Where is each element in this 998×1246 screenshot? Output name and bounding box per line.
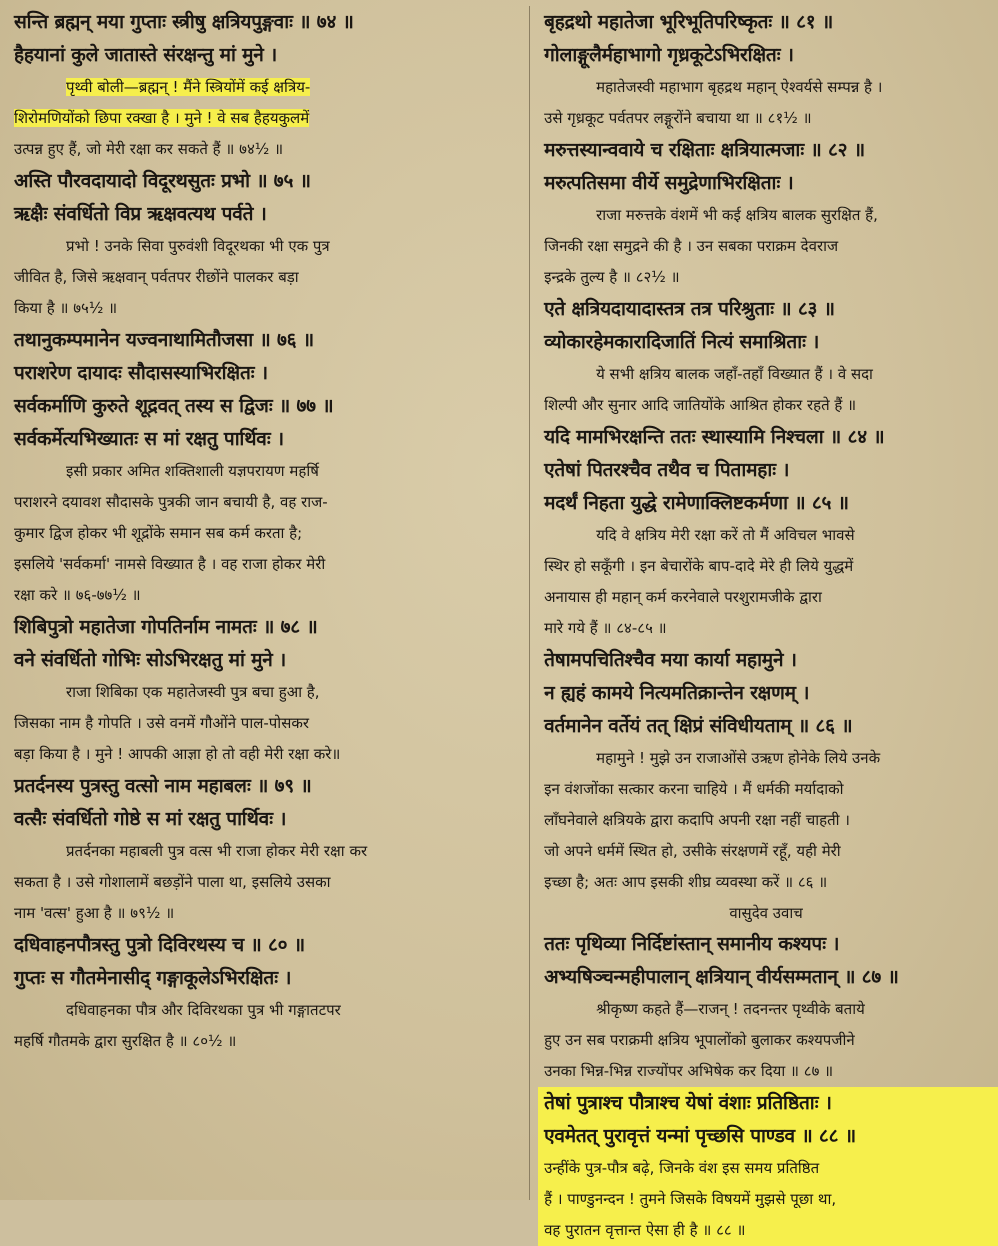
line-text: नाम 'वत्स' हुआ है ॥ ७९½ ॥ [14, 904, 175, 922]
line-text: वासुदेव उवाच [729, 904, 803, 922]
translation-line [544, 805, 988, 836]
shloka-line [538, 1120, 998, 1153]
line-text: रक्षा करे ॥ ७६-७७½ ॥ [14, 586, 141, 604]
line-text: मरुत्तस्यान्ववाये च रक्षिताः क्षत्रियात्मजाः ॥ ८२ ॥ [544, 139, 865, 161]
line-text: प्रतर्दनस्य पुत्रस्तु वत्सो नाम महाबलः ॥ ७९ ॥ [14, 775, 312, 797]
line-text: इसी प्रकार अमित शक्तिशाली यज्ञपरायण महर्षि [66, 462, 319, 480]
translation-line [14, 677, 517, 708]
line-text: जो अपने धर्ममें स्थित हो, उसीके संरक्षणमें रहूँ, यही मेरी [544, 842, 841, 860]
translation-line [544, 520, 988, 551]
line-text: इच्छा है; अतः आप इसकी शीघ्र व्यवस्था करें ॥ ८६ ॥ [544, 873, 828, 891]
line-text: अनायास ही महान् कर्म करनेवाले परशुरामजीके द्वारा [544, 588, 822, 606]
translation-line [14, 898, 517, 929]
shloka-line [14, 6, 517, 39]
shloka-line [14, 803, 517, 836]
line-text: इसलिये 'सर्वकर्मा' नामसे विख्यात है । वह राजा होकर मेरी [14, 555, 326, 573]
line-text: इन वंशजोंका सत्कार करना चाहिये । मैं धर्मकी मर्यादाको [544, 780, 844, 798]
shloka-line [14, 165, 517, 198]
shloka-line [14, 770, 517, 803]
translation-line [538, 1184, 998, 1215]
translation-line [538, 1153, 998, 1184]
shloka-line [14, 423, 517, 456]
translation-line [544, 994, 988, 1025]
translation-line [14, 456, 517, 487]
translation-line [14, 231, 517, 262]
shloka-line [538, 1087, 998, 1120]
line-text: व्योकारहेमकारादिजातिं नित्यं समाश्रिताः । [544, 331, 820, 353]
translation-line [14, 72, 517, 103]
shloka-line [544, 454, 988, 487]
shloka-line [14, 324, 517, 357]
line-text: इन्द्रके तुल्य है ॥ ८२½ ॥ [544, 268, 680, 286]
line-text: एतेषां पितरश्चैव तथैव च पितामहाः । [544, 459, 790, 481]
line-text: मरुत्पतिसमा वीर्ये समुद्रेणाभिरक्षिताः । [544, 172, 794, 194]
line-text: पराशरेण दायादः सौदासस्याभिरक्षितः । [14, 362, 268, 384]
line-text: वने संवर्धितो गोभिः सोऽभिरक्षतु मां मुने । [14, 649, 287, 671]
translation-line [14, 836, 517, 867]
translation-line [14, 549, 517, 580]
translation-line [14, 739, 517, 770]
shloka-line [14, 357, 517, 390]
translation-line [14, 1026, 517, 1057]
translation-line [14, 708, 517, 739]
shloka-line [544, 677, 988, 710]
translation-line [544, 836, 988, 867]
line-text: दधिवाहनपौत्रस्तु पुत्रो दिविरथस्य च ॥ ८० ॥ [14, 934, 305, 956]
shloka-line [544, 710, 988, 743]
shloka-line [544, 326, 988, 359]
line-text: मारे गये हैं ॥ ८४-८५ ॥ [544, 619, 667, 637]
speaker-heading [544, 898, 988, 928]
line-text: न ह्यहं कामये नित्यमतिक्रान्तेन रक्षणम् । [544, 682, 810, 704]
line-text: ऋक्षैः संवर्धितो विप्र ऋक्षवत्यथ पर्वते । [14, 203, 267, 225]
line-text: यदि वे क्षत्रिय मेरी रक्षा करें तो मैं अविचल भावसे [596, 526, 855, 544]
shloka-line [544, 928, 988, 961]
shloka-line [14, 962, 517, 995]
line-text: मदर्थं निहता युद्धे रामेणाक्लिष्टकर्मणा ॥ ८५ ॥ [544, 492, 849, 514]
translation-line [14, 134, 517, 165]
line-text: जिसका नाम है गोपति । उसे वनमें गौओंने पाल-पोसकर [14, 714, 309, 732]
translation-line [544, 200, 988, 231]
line-text: गोलाङ्गूलैर्महाभागो गृध्रकूटेऽभिरक्षितः । [544, 44, 794, 66]
translation-line [544, 72, 988, 103]
line-text: प्रतर्दनका महाबली पुत्र वत्स भी राजा होकर मेरी रक्षा कर [66, 842, 368, 860]
shloka-line [14, 39, 517, 72]
shloka-line [544, 644, 988, 677]
highlighted-text: शिरोमणियोंको छिपा रक्खा है । मुने ! वे सब हैहयकुलमें [14, 109, 310, 127]
translation-line [544, 613, 988, 644]
translation-line [544, 390, 988, 421]
highlighted-text: उन्हींके पुत्र-पौत्र बढ़े, जिनके वंश इस समय प्रतिष्ठित [544, 1159, 820, 1177]
translation-line [538, 1215, 998, 1246]
line-text: महामुने ! मुझे उन राजाओंसे उऋण होनेके लिये उनके [596, 749, 881, 767]
line-text: दधिवाहनका पौत्र और दिविरथका पुत्र भी गङ्गातटपर [66, 1001, 341, 1019]
line-text: पराशरने दयावश सौदासके पुत्रकी जान बचायी है, वह राज- [14, 493, 328, 511]
highlighted-text: वह पुरातन वृत्तान्त ऐसा ही है ॥ ८८ ॥ [544, 1221, 746, 1239]
translation-line [14, 518, 517, 549]
translation-line [14, 867, 517, 898]
translation-line [14, 580, 517, 611]
right-column [529, 6, 988, 1239]
translation-line [544, 262, 988, 293]
line-text: उत्पन्न हुए हैं, जो मेरी रक्षा कर सकते हैं ॥ ७४½ ॥ [14, 140, 284, 158]
line-text: अस्ति पौरवदायादो विदूरथसुतः प्रभो ॥ ७५ ॥ [14, 170, 311, 192]
translation-line [14, 103, 517, 134]
line-text: स्थिर हो सकूँगी । इन बेचारोंके बाप-दादे मेरे ही लिये युद्धमें [544, 557, 854, 575]
translation-line [544, 1025, 988, 1056]
line-text: अभ्यषिञ्चन्महीपालान् क्षत्रियान् वीर्यसम्मतान् ॥ ८७ ॥ [544, 966, 899, 988]
line-text: शिल्पी और सुनार आदि जातियोंके आश्रित होकर रहते हैं ॥ [544, 396, 857, 414]
left-column [14, 6, 529, 1200]
line-text: बड़ा किया है । मुने ! आपकी आज्ञा हो तो वही मेरी रक्षा करे॥ [14, 745, 341, 763]
line-text: जीवित है, जिसे ऋक्षवान् पर्वतपर रीछोंने पालकर बड़ा [14, 268, 299, 286]
line-text: सर्वकर्माणि कुरुते शूद्रवत् तस्य स द्विजः ॥ ७७ ॥ [14, 395, 334, 417]
translation-line [544, 1056, 988, 1087]
translation-line [14, 487, 517, 518]
translation-line [544, 103, 988, 134]
shloka-line [544, 293, 988, 326]
line-text: हैहयानां कुले जातास्ते संरक्षन्तु मां मुने । [14, 44, 278, 66]
line-text: लाँघनेवाले क्षत्रियके द्वारा कदापि अपनी रक्षा नहीं चाहती । [544, 811, 850, 829]
highlighted-text: तेषां पुत्राश्च पौत्राश्च येषां वंशाः प्रतिष्ठिताः । [544, 1092, 832, 1114]
shloka-line [14, 390, 517, 423]
shloka-line [544, 39, 988, 72]
highlighted-text: हैं । पाण्डुनन्दन ! तुमने जिसके विषयमें मुझसे पूछा था, [544, 1190, 837, 1208]
translation-line [14, 262, 517, 293]
line-text: सर्वकर्मेत्यभिख्यातः स मां रक्षतु पार्थिवः । [14, 428, 284, 450]
line-text: वर्तमानेन वर्तेयं तत् क्षिप्रं संविधीयताम् ॥ ८६ ॥ [544, 715, 853, 737]
line-text: श्रीकृष्ण कहते हैं—राजन् ! तदनन्तर पृथ्वीके बताये [596, 1000, 865, 1018]
translation-line [544, 359, 988, 390]
line-text: शिबिपुत्रो महातेजा गोपतिर्नाम नामतः ॥ ७८ ॥ [14, 616, 318, 638]
line-text: तथानुकम्पमानेन यज्वनाथामितौजसा ॥ ७६ ॥ [14, 329, 314, 351]
two-column-layout [14, 6, 988, 1239]
line-text: गुप्तः स गौतमेनासीद् गङ्गाकूलेऽभिरक्षितः । [14, 967, 292, 989]
shloka-line [544, 134, 988, 167]
shloka-line [544, 961, 988, 994]
translation-line [544, 551, 988, 582]
shloka-line [544, 487, 988, 520]
line-text: राजा शिबिका एक महातेजस्वी पुत्र बचा हुआ है, [66, 683, 320, 701]
line-text: वत्सैः संवर्धितो गोष्ठे स मां रक्षतु पार्थिवः । [14, 808, 287, 830]
line-text: उसे गृध्रकूट पर्वतपर लङ्गूरोंने बचाया था ॥ ८१½ ॥ [544, 109, 812, 127]
shloka-line [14, 198, 517, 231]
translation-line [544, 231, 988, 262]
line-text: महर्षि गौतमके द्वारा सुरक्षित है ॥ ८०½ ॥ [14, 1032, 237, 1050]
line-text: हुए उन सब पराक्रमी क्षत्रिय भूपालोंको बुलाकर कश्यपजीने [544, 1031, 855, 1049]
highlighted-text: एवमेतत् पुरावृत्तं यन्मां पृच्छसि पाण्डव ॥ ८८ ॥ [544, 1125, 856, 1147]
shloka-line [14, 644, 517, 677]
line-text: तेषामपचितिश्चैव मया कार्या महामुने । [544, 649, 797, 671]
line-text: प्रभो ! उनके सिवा पुरुवंशी विदूरथका भी एक पुत्र [66, 237, 330, 255]
line-text: सकता है । उसे गोशालामें बछड़ोंने पाला था, इसलिये उसका [14, 873, 331, 891]
highlighted-text: पृथ्वी बोली—ब्रह्मन् ! मैंने स्त्रियोंमें कई क्षत्रिय- [66, 78, 311, 96]
line-text: बृहद्रथो महातेजा भूरिभूतिपरिष्कृतः ॥ ८१ ॥ [544, 11, 834, 33]
line-text: कुमार द्विज होकर भी शूद्रोंके समान सब कर्म करता है; [14, 524, 303, 542]
line-text: महातेजस्वी महाभाग बृहद्रथ महान् ऐश्वर्यसे सम्पन्न है । [596, 78, 883, 96]
shloka-line [14, 929, 517, 962]
line-text: राजा मरुत्तके वंशमें भी कई क्षत्रिय बालक सुरक्षित हैं, [596, 206, 878, 224]
line-text: उनका भिन्न-भिन्न राज्योंपर अभिषेक कर दिया ॥ ८७ ॥ [544, 1062, 834, 1080]
line-text: किया है ॥ ७५½ ॥ [14, 299, 118, 317]
line-text: ये सभी क्षत्रिय बालक जहाँ-तहाँ विख्यात हैं । वे सदा [596, 365, 873, 383]
shloka-line [544, 6, 988, 39]
shloka-line [544, 421, 988, 454]
translation-line [544, 867, 988, 898]
shloka-line [544, 167, 988, 200]
translation-line [14, 293, 517, 324]
translation-line [544, 582, 988, 613]
shloka-line [14, 611, 517, 644]
translation-line [544, 774, 988, 805]
line-text: जिनकी रक्षा समुद्रने की है । उन सबका पराक्रम देवराज [544, 237, 839, 255]
line-text: एते क्षत्रियदायादास्तत्र तत्र परिश्रुताः ॥ ८३ ॥ [544, 298, 835, 320]
line-text: यदि मामभिरक्षन्ति ततः स्थास्यामि निश्चला ॥ ८४ ॥ [544, 426, 885, 448]
line-text: सन्ति ब्रह्मन् मया गुप्ताः स्त्रीषु क्षत्रियपुङ्गवाः ॥ ७४ ॥ [14, 11, 354, 33]
translation-line [14, 995, 517, 1026]
translation-line [544, 743, 988, 774]
line-text: ततः पृथिव्या निर्दिष्टांस्तान् समानीय कश्यपः । [544, 933, 840, 955]
